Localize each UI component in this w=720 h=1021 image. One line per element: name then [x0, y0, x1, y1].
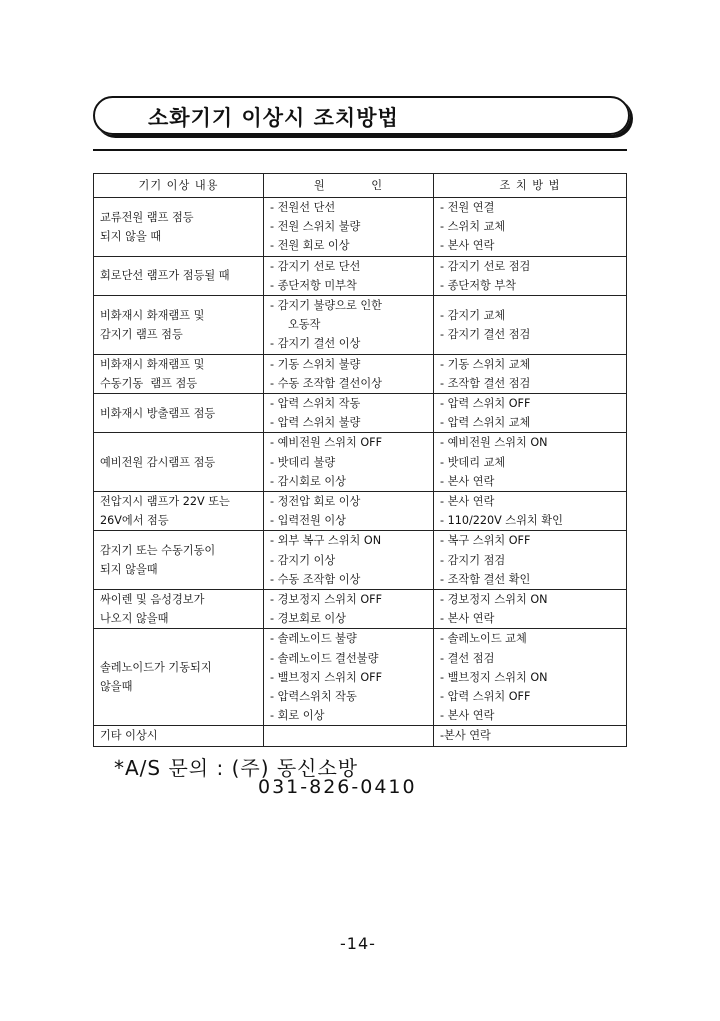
cause-line: - 감지기 이상	[270, 553, 336, 567]
action-cell	[434, 394, 627, 433]
action-line: - 본사 연락	[440, 474, 495, 488]
table-row	[94, 629, 627, 726]
action-cell	[434, 198, 627, 257]
symptom-line: 나오지 않을때	[100, 612, 169, 626]
action-line: - 압력 스위치 교체	[440, 416, 531, 430]
symptom-line: 솔레노이드가 기동되지	[100, 661, 212, 675]
table-row	[94, 256, 627, 295]
symptom-cell	[94, 296, 264, 355]
table-row	[94, 354, 627, 393]
action-line: - 밧데리 교체	[440, 455, 506, 469]
cause-line: - 전원선 단선	[270, 201, 336, 214]
cause-cell	[264, 256, 434, 295]
cause-line: - 압력 스위치 작동	[270, 397, 361, 411]
symptom-line: 되지 않을 때	[100, 229, 162, 243]
symptom-cell	[94, 354, 264, 393]
symptom-line: 감지기 램프 점등	[100, 327, 183, 341]
symptom-line: 되지 않을때	[100, 563, 158, 577]
action-cell	[434, 433, 627, 492]
table-row	[94, 726, 627, 746]
action-line: - 조작함 결선 확인	[440, 572, 531, 586]
symptom-line: 감지기 또는 수동기동이	[100, 544, 216, 558]
cause-line: - 감지기 불량으로 인한	[270, 299, 382, 313]
cause-line: - 수동 조작함 이상	[270, 572, 361, 586]
cause-cell	[264, 590, 434, 629]
action-line: - 복구 스위치 OFF	[440, 534, 531, 548]
symptom-line: 회로단선 램프가 점등될 때	[100, 269, 230, 283]
cause-line: - 감지기 선로 단선	[270, 259, 361, 273]
symptom-line: 비화재시 방출램프 점등	[100, 406, 216, 420]
table-row	[94, 296, 627, 355]
cause-line: - 기동 스위치 불량	[270, 357, 361, 371]
action-line: - 압력 스위치 OFF	[440, 690, 531, 704]
cause-line: - 감지기 결선 이상	[270, 337, 361, 351]
action-line: - 본사 연락	[440, 495, 495, 509]
action-cell	[434, 531, 627, 590]
action-cell	[434, 296, 627, 355]
action-line: - 밸브정지 스위치 ON	[440, 670, 548, 684]
cause-line: - 감시회로 이상	[270, 474, 346, 488]
header-cause: 원 인	[264, 174, 434, 198]
action-line: -본사 연락	[440, 729, 491, 743]
cause-line: - 밧데리 불량	[270, 455, 336, 469]
action-cell	[434, 726, 627, 746]
action-line: - 110/220V 스위치 확인	[440, 514, 563, 528]
action-line: - 조작함 결선 점검	[440, 376, 531, 390]
cause-line: - 수동 조작함 결선이상	[270, 376, 382, 390]
action-line: - 본사 연락	[440, 709, 495, 723]
symptom-line: 26V에서 점등	[100, 514, 169, 528]
table-row	[94, 590, 627, 629]
action-line: - 스위치 교체	[440, 220, 506, 234]
cause-line: - 외부 복구 스위치 ON	[270, 534, 382, 548]
cause-line: - 솔레노이드 불량	[270, 632, 357, 646]
action-cell	[434, 629, 627, 726]
table-row	[94, 198, 627, 257]
symptom-line: 기타 이상시	[100, 729, 158, 743]
cause-line: - 압력스위치 작동	[270, 690, 357, 704]
cause-cell	[264, 433, 434, 492]
action-line: - 감지기 점검	[440, 553, 506, 567]
cause-line: - 압력 스위치 불량	[270, 416, 361, 430]
cause-cell	[264, 531, 434, 590]
cause-cell	[264, 726, 434, 746]
action-line: - 솔레노이드 교체	[440, 632, 527, 646]
action-line: - 압력 스위치 OFF	[440, 397, 531, 411]
action-cell	[434, 492, 627, 531]
symptom-cell	[94, 256, 264, 295]
action-line: - 예비전원 스위치 ON	[440, 436, 548, 450]
action-line: - 본사 연락	[440, 239, 495, 253]
cause-line: - 전원 스위치 불량	[270, 220, 361, 234]
table-row	[94, 394, 627, 433]
cause-line: - 예비전원 스위치 OFF	[270, 436, 383, 450]
as-contact-phone: 031-826-0410	[258, 776, 417, 798]
action-line: - 경보정지 스위치 ON	[440, 593, 548, 607]
header-symptom: 기기 이상 내용	[94, 174, 264, 198]
cause-line: - 회로 이상	[270, 709, 325, 723]
action-cell	[434, 256, 627, 295]
action-cell	[434, 590, 627, 629]
cause-line: - 솔레노이드 결선불량	[270, 651, 379, 665]
symptom-cell	[94, 492, 264, 531]
symptom-cell	[94, 629, 264, 726]
action-line: - 본사 연락	[440, 612, 495, 626]
symptom-line: 교류전원 램프 점등	[100, 210, 194, 224]
cause-line: - 정전압 회로 이상	[270, 495, 361, 509]
symptom-cell	[94, 198, 264, 257]
symptom-line: 싸이렌 및 음성경보가	[100, 593, 205, 607]
table-row	[94, 433, 627, 492]
troubleshooting-table	[93, 173, 627, 747]
cause-cell	[264, 198, 434, 257]
cause-line: 오동작	[288, 318, 321, 332]
table-header-row	[94, 174, 627, 198]
cause-line: - 밸브정지 스위치 OFF	[270, 670, 383, 684]
symptom-cell	[94, 433, 264, 492]
symptom-line: 수동기동 램프 점등	[100, 376, 198, 390]
action-line: - 감지기 결선 점검	[440, 327, 531, 341]
as-contact-label: *A/S 문의 : (주) 동신소방	[114, 756, 359, 780]
cause-cell	[264, 354, 434, 393]
symptom-line: 않을때	[100, 680, 133, 694]
symptom-line: 비화재시 화재램프 및	[100, 357, 205, 371]
action-line: - 종단저항 부착	[440, 278, 516, 292]
cause-cell	[264, 629, 434, 726]
cause-line: - 입력전원 이상	[270, 514, 346, 528]
symptom-cell	[94, 590, 264, 629]
action-cell	[434, 354, 627, 393]
cause-line: - 경보회로 이상	[270, 612, 346, 626]
page-title: 소화기기 이상시 조치방법	[148, 106, 399, 130]
cause-cell	[264, 492, 434, 531]
symptom-cell	[94, 531, 264, 590]
action-line: - 결선 점검	[440, 651, 495, 665]
title-rule	[93, 149, 627, 151]
cause-cell	[264, 394, 434, 433]
action-line: - 감지기 선로 점검	[440, 259, 531, 273]
symptom-line: 전압지시 램프가 22V 또는	[100, 495, 230, 509]
cause-line: - 종단저항 미부착	[270, 278, 357, 292]
header-action: 조 치 방 법	[434, 174, 627, 198]
table-row	[94, 531, 627, 590]
page-number: -14-	[340, 934, 376, 953]
table-row	[94, 492, 627, 531]
cause-line: - 전원 회로 이상	[270, 239, 350, 253]
symptom-line: 예비전원 감시램프 점등	[100, 455, 216, 469]
cause-line: - 경보정지 스위치 OFF	[270, 593, 383, 607]
symptom-cell	[94, 394, 264, 433]
symptom-line: 비화재시 화재램프 및	[100, 308, 205, 322]
action-line: - 기동 스위치 교체	[440, 357, 531, 371]
action-line: - 감지기 교체	[440, 308, 506, 322]
cause-cell	[264, 296, 434, 355]
symptom-cell	[94, 726, 264, 746]
action-line: - 전원 연결	[440, 201, 495, 214]
